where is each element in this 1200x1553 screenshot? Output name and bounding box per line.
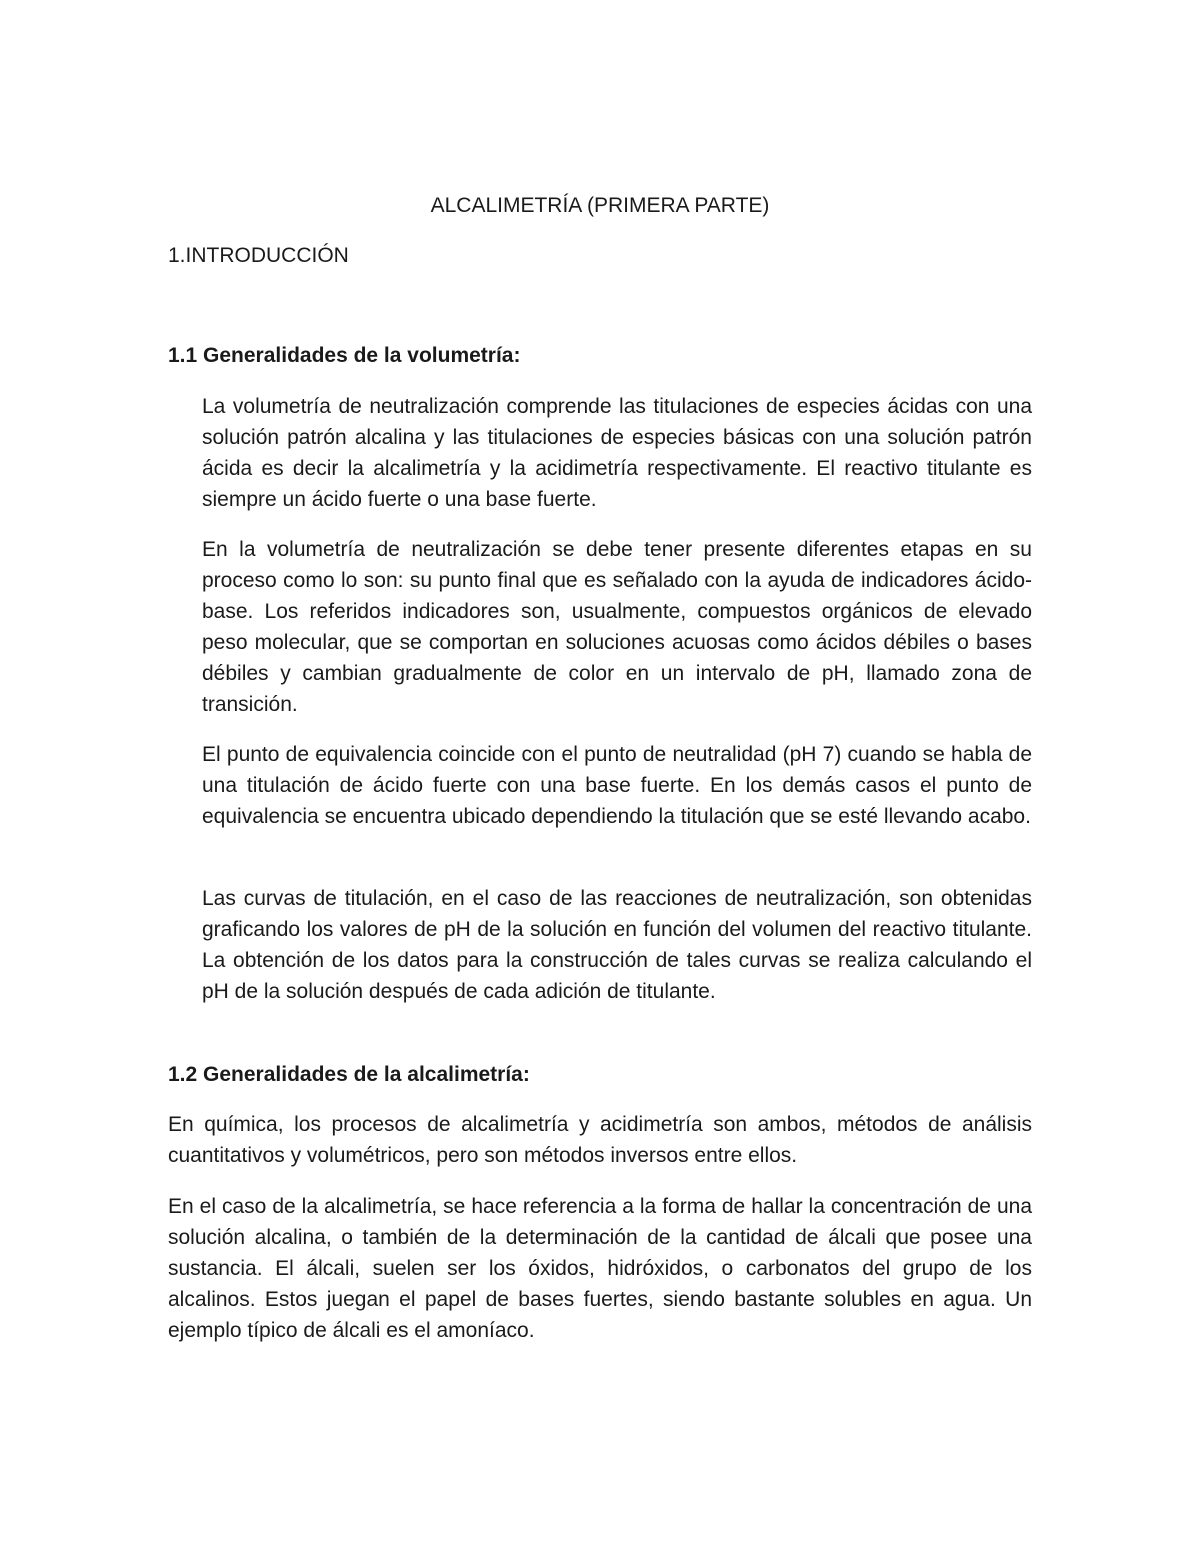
subsection-heading-alcalimetria: 1.2 Generalidades de la alcalimetría: <box>168 1063 530 1086</box>
paragraph-alcalimetria-1: En química, los procesos de alcalimetría y acidimetría son ambos, métodos de análisis cuantitativos y volumétricos, pero son métodos inversos entre ellos. <box>168 1113 1032 1167</box>
paragraph-volumetria-1: La volumetría de neutralización comprende las titulaciones de especies ácidas con una solución patrón alcalina y las titulaciones de especies básicas con una solución patrón ácida es decir la alcalimetría y la acidimetría respectivamente. El reactivo titulante es siempre un ácido fuerte o una base fuerte. <box>202 395 1032 511</box>
subsection-heading-volumetria: 1.1 Generalidades de la volumetría: <box>168 344 521 367</box>
document-title: ALCALIMETRÍA (PRIMERA PARTE) <box>430 194 770 217</box>
paragraph-volumetria-3: El punto de equivalencia coincide con el punto de neutralidad (pH 7) cuando se habla de una titulación de ácido fuerte con una base fuerte. En los demás casos el punto de equivalencia se encuentra ubicado dependiendo la titulación que se esté llevando acabo. <box>202 743 1032 828</box>
paragraph-volumetria-4: Las curvas de titulación, en el caso de las reacciones de neutralización, son obtenidas graficando los valores de pH de la solución en función del volumen del reactivo titulante. La obtención de los datos para la construcción de tales curvas se realiza calculando el pH de la solución después de cada adición de titulante. <box>202 887 1032 1003</box>
paragraph-volumetria-2: En la volumetría de neutralización se debe tener presente diferentes etapas en su proceso como lo son: su punto final que es señalado con la ayuda de indicadores ácido-base. Los referidos indicadores son, usualmente, compuestos orgánicos de elevado peso molecular, que se comportan en soluciones acuosas como ácidos débiles o bases débiles y cambian gradualmente de color en un intervalo de pH, llamado zona de transición. <box>202 538 1032 716</box>
paragraph-alcalimetria-2: En el caso de la alcalimetría, se hace referencia a la forma de hallar la concentración de una solución alcalina, o también de la determinación de la cantidad de álcali que posee una sustancia. El álcali, suelen ser los óxidos, hidróxidos, o carbonatos del grupo de los alcalinos. Estos juegan el papel de bases fuertes, siendo bastante solubles en agua. Un ejemplo típico de álcali es el amoníaco. <box>168 1195 1032 1342</box>
section-heading-introduccion: 1.INTRODUCCIÓN <box>168 244 349 267</box>
